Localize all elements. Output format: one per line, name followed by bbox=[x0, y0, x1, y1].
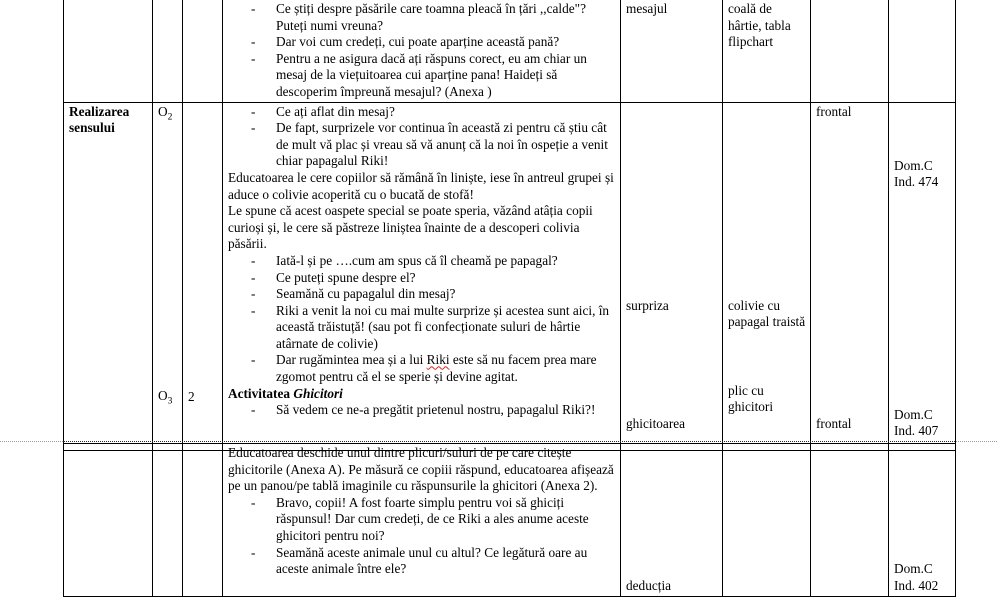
cell-timp bbox=[183, 0, 223, 102]
activity-heading-prefix: Activitatea bbox=[228, 385, 294, 401]
cell-timp bbox=[183, 444, 223, 597]
list-item: - Ce puteți spune despre el? bbox=[228, 270, 616, 287]
page-break-rule-inner bbox=[63, 441, 955, 442]
evaluare-bottom: ghicitoarea bbox=[626, 416, 686, 432]
spellcheck-word: Riki bbox=[426, 352, 450, 368]
list-item: - Seamănă cu papagalul din mesaj? bbox=[228, 286, 616, 303]
cell-resurse-materiale bbox=[723, 102, 811, 450]
list-item: - Riki a venit la noi cu mai multe surprize și acestea sunt aici, în această trăistuță! (sau pot fi confecționate suluri de hârtie atârnate de colivie) bbox=[228, 303, 616, 353]
cell-forma-organizare bbox=[811, 0, 889, 102]
domeniu-value: Dom.C Ind. 402 bbox=[894, 561, 939, 593]
forma-top: frontal bbox=[816, 103, 852, 119]
domeniu-top: Dom.C Ind. 474 bbox=[894, 157, 939, 190]
cell-evaluare bbox=[621, 102, 723, 450]
cell-resurse-materiale bbox=[723, 444, 811, 597]
table-row bbox=[64, 444, 956, 597]
list-item: - Iată-l și pe ….cum am spus că îl cheamă pe papagal? bbox=[228, 253, 616, 270]
cell-evaluare: mesajul bbox=[621, 0, 723, 102]
cell-resurse-materiale: coală de hârtie, tabla flipchart bbox=[723, 0, 811, 102]
objective-code: $O_2$ bbox=[158, 103, 173, 123]
dash-list-2 bbox=[228, 253, 616, 386]
forma-bottom: frontal bbox=[816, 416, 852, 432]
cell-etapa bbox=[64, 102, 153, 450]
activity-heading bbox=[228, 386, 616, 403]
list-item: - Ce ați aflat din mesaj? bbox=[228, 104, 616, 121]
objective-subscript-2: 3 bbox=[167, 396, 173, 407]
list-item: - Seamănă aceste animale unul cu altul? Ce legătură oare au aceste animale între ele? bbox=[228, 545, 616, 578]
lesson-plan-table-part-1 bbox=[63, 0, 956, 451]
list-item-misspelled: - Dar rugămintea mea și a lui Riki este să nu facem prea mare zgomot pentru că el se sperie și devine agitat. bbox=[228, 352, 616, 385]
paragraph: Le spune că acest oaspete special se poate speria, văzând atâția copii curioși și, le cere să păstreze liniștea înainte de a descoperi colivia păsării. bbox=[228, 203, 593, 252]
lesson-plan-table-part-2 bbox=[63, 443, 956, 597]
cell-forma-organizare bbox=[811, 444, 889, 597]
dash-list-3 bbox=[228, 402, 616, 419]
cell-etapa bbox=[64, 444, 153, 597]
list-item: - De fapt, surprizele vor continua în această zi pentru că știu cât de mult vă plac și vreau să vă anunț că la noi în ospeție a venit chiar papagalul Riki! bbox=[228, 120, 616, 170]
cell-obiectiv bbox=[153, 0, 183, 102]
table-row bbox=[64, 102, 956, 450]
table-row bbox=[64, 0, 956, 102]
list-item: - Bravo, copii! A fost foarte simplu pentru voi să ghiciți răspunsul! Dar cum credeți, de ce Riki a ales anume aceste ghicitori pentru noi? bbox=[228, 495, 616, 545]
dash-list-1 bbox=[228, 104, 616, 170]
objective-code-2: $O_3$ bbox=[158, 388, 173, 407]
activity-heading-title: Ghicitori bbox=[293, 385, 343, 401]
evaluare-top: surpriza bbox=[626, 297, 669, 313]
cell-continut bbox=[223, 0, 621, 102]
paragraph: Educatoarea deschide unul dintre plicuri/suluri de pe care citește ghicitorile (Anexa A). Pe măsură ce copiii răspund, educatoarea afișează pe un panou/pe tablă imaginile cu răspunsurile la ghicitori (Anexa 2). bbox=[228, 445, 614, 494]
cell-obiectiv bbox=[153, 444, 183, 597]
cell-domeniu bbox=[889, 102, 956, 450]
domeniu-bottom: Dom.C Ind. 407 bbox=[894, 406, 939, 439]
resurse-bottom: plic cu ghicitori bbox=[728, 382, 774, 415]
cell-etapa bbox=[64, 0, 153, 102]
cell-forma-organizare bbox=[811, 102, 889, 450]
cell-timp bbox=[183, 102, 223, 450]
list-item: - Să vedem ce ne-a pregătit prietenul nostru, papagalul Riki?! bbox=[228, 402, 616, 419]
cell-domeniu bbox=[889, 0, 956, 102]
dash-list bbox=[228, 1, 616, 101]
cell-continut bbox=[223, 444, 621, 597]
cell-domeniu bbox=[889, 444, 956, 597]
objective-subscript: 2 bbox=[167, 112, 173, 123]
list-item: - Ce știți despre păsările care toamna pleacă în țări ,,calde"? Puteți numi vreuna? bbox=[228, 1, 616, 34]
evaluare-value: deducția bbox=[626, 578, 672, 593]
list-item: - Pentru a ne asigura dacă ați răspuns corect, eu am chiar un mesaj de la viețuitoarea cui aparține pana! Haideți să descoperim împreună mesajul? (Anexa ) bbox=[228, 51, 616, 101]
paragraph: Educatoarea le cere copiilor să rămână în liniște, iese în antreul grupei și aduce o colivie acoperită cu o bucată de stofă! bbox=[228, 169, 614, 202]
resurse-top: colivie cu papagal traistă bbox=[728, 297, 806, 330]
etapa-label: Realizarea sensului bbox=[69, 103, 130, 136]
timp-value: 2 bbox=[188, 388, 195, 404]
cell-continut bbox=[223, 102, 621, 450]
dash-list bbox=[228, 495, 616, 578]
cell-evaluare bbox=[621, 444, 723, 597]
cell-obiectiv bbox=[153, 102, 183, 450]
list-item: - Dar voi cum credeți, cui poate aparține această pană? bbox=[228, 34, 616, 51]
